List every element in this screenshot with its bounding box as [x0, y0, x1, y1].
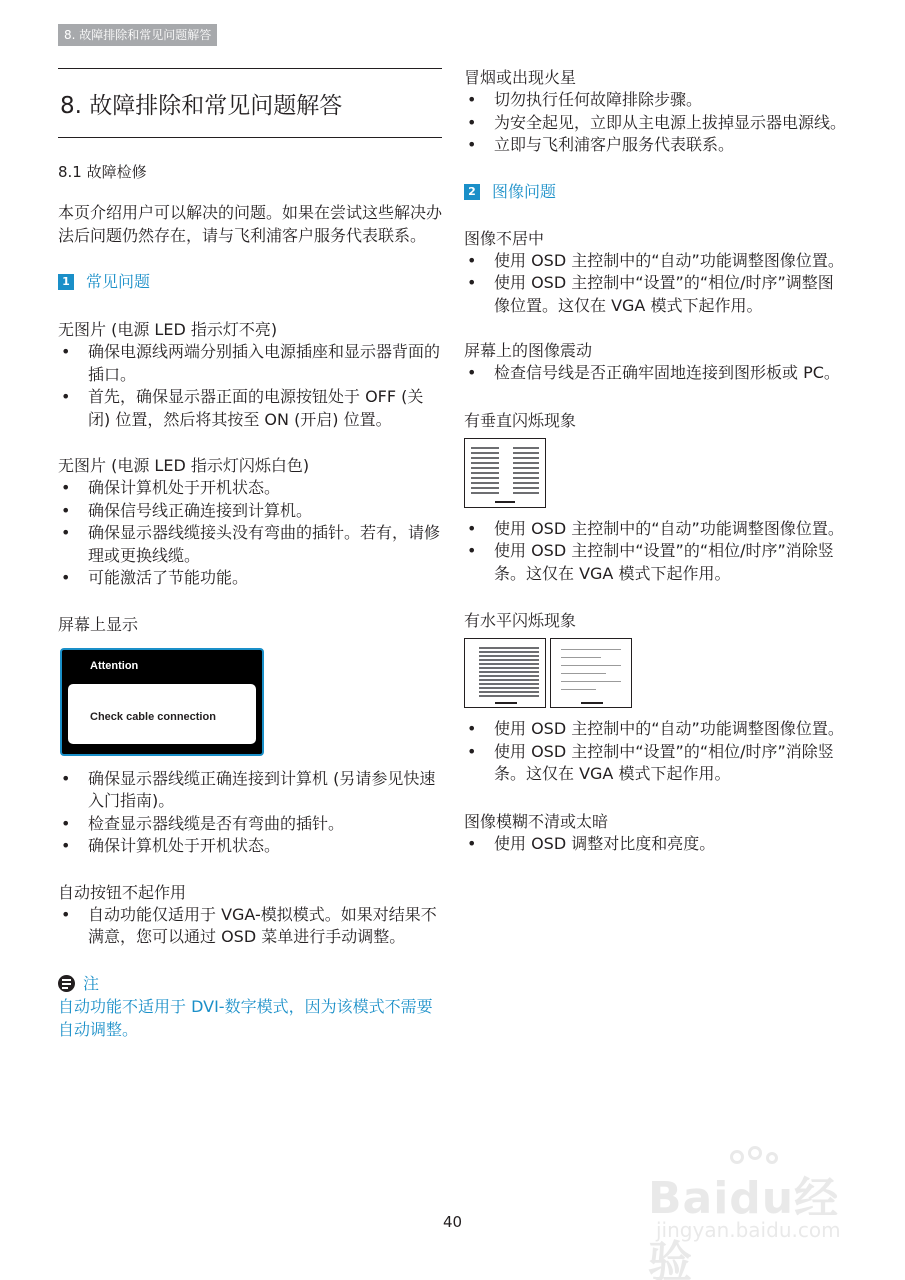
watermark-brand: Baidu经验 — [648, 1173, 840, 1280]
horizontal-flicker-pattern-image — [464, 638, 546, 708]
list-item: • 首先，确保显示器正面的电源按钮处于 OFF (关闭) 位置，然后将其按至 ON (开启) 位置。 — [58, 386, 442, 431]
bullet-list — [58, 904, 442, 949]
section-heading-image — [464, 181, 849, 203]
osd-message-text: Check cable connection — [90, 710, 216, 723]
problem-title: 图像模糊不清或太暗 — [464, 811, 609, 831]
note-heading — [58, 973, 442, 995]
list-item: • 确保信号线正确连接到计算机。 — [58, 500, 442, 523]
problem-title: 有垂直闪烁现象 — [464, 410, 577, 430]
list-item: • 切勿执行任何故障排除步骤。 — [464, 89, 849, 112]
list-item: • 为安全起见，立即从主电源上拔掉显示器电源线。 — [464, 112, 849, 135]
osd-attention-dialog — [60, 648, 264, 756]
right-column — [464, 66, 849, 855]
list-item: • 可能激活了节能功能。 — [58, 567, 442, 590]
list-item: • 使用 OSD 主控制中的“自动”功能调整图像位置。 — [464, 250, 849, 273]
page-number: 40 — [442, 1213, 463, 1231]
list-item: • 确保显示器线缆接头没有弯曲的插针。若有，请修理或更换线缆。 — [58, 522, 442, 567]
subsection-title: 8.1 故障检修 — [58, 163, 147, 181]
note-label: 注 — [83, 973, 100, 993]
bullet-list — [464, 518, 849, 586]
left-column — [58, 68, 442, 1041]
bullet-list — [464, 362, 849, 385]
osd-message-box — [68, 684, 256, 744]
section-number-badge: 1 — [58, 274, 74, 290]
bullet-list — [464, 250, 849, 318]
section-header-tab: 8. 故障排除和常见问题解答 — [58, 24, 217, 46]
section-number-badge: 2 — [464, 184, 480, 200]
list-item: • 立即与飞利浦客户服务代表联系。 — [464, 134, 849, 157]
watermark-url: jingyan.baidu.com — [656, 1218, 841, 1242]
list-item: • 确保计算机处于开机状态。 — [58, 477, 442, 500]
problem-title: 图像不居中 — [464, 228, 545, 248]
list-item: • 检查显示器线缆是否有弯曲的插针。 — [58, 813, 442, 836]
list-item: • 使用 OSD 调整对比度和亮度。 — [464, 833, 849, 856]
list-item: • 使用 OSD 主控制中“设置”的“相位/时序”消除竖条。这仅在 VGA 模式下起作用。 — [464, 540, 849, 585]
note-icon — [58, 975, 75, 992]
section-heading-label: 图像问题 — [492, 181, 557, 201]
baidu-watermark — [640, 1150, 860, 1280]
list-item: • 使用 OSD 主控制中的“自动”功能调整图像位置。 — [464, 718, 849, 741]
list-item: • 使用 OSD 主控制中“设置”的“相位/时序”消除竖条。这仅在 VGA 模式下起作用。 — [464, 741, 849, 786]
list-item: • 自动功能仅适用于 VGA-模拟模式。如果对结果不满意，您可以通过 OSD 菜单进行手动调整。 — [58, 904, 442, 949]
note-text: 自动功能不适用于 DVI-数字模式，因为该模式不需要自动调整。 — [58, 996, 433, 1039]
bullet-list — [58, 341, 442, 431]
bottom-rule — [58, 137, 442, 138]
problem-title: 自动按钮不起作用 — [58, 882, 187, 902]
problem-title: 无图片 (电源 LED 指示灯闪烁白色) — [58, 456, 310, 475]
problem-title: 屏幕上显示 — [58, 614, 139, 634]
horizontal-flicker-clear-image — [550, 638, 632, 708]
bullet-list — [464, 89, 849, 157]
bullet-list — [58, 477, 442, 590]
bullet-list — [464, 833, 849, 856]
list-item: • 使用 OSD 主控制中“设置”的“相位/时序”调整图像位置。这仅在 VGA 模式下起作用。 — [464, 272, 849, 317]
list-item: • 检查信号线是否正确牢固地连接到图形板或 PC。 — [464, 362, 849, 385]
intro-paragraph: 本页介绍用户可以解决的问题。如果在尝试这些解决办法后问题仍然存在，请与飞利浦客户服务代表联系。 — [58, 203, 443, 245]
list-item: • 确保电源线两端分别插入电源插座和显示器背面的插口。 — [58, 341, 442, 386]
problem-title: 有水平闪烁现象 — [464, 611, 577, 630]
list-item: • 确保显示器线缆正确连接到计算机 (另请参见快速入门指南)。 — [58, 768, 442, 813]
list-item: • 确保计算机处于开机状态。 — [58, 835, 442, 858]
list-item: • 使用 OSD 主控制中的“自动”功能调整图像位置。 — [464, 518, 849, 541]
section-heading-common — [58, 271, 442, 293]
problem-title: 屏幕上的图像震动 — [464, 341, 593, 360]
chapter-title: 8. 故障排除和常见问题解答 — [60, 93, 343, 119]
osd-attention-label: Attention — [90, 659, 139, 672]
problem-title: 无图片 (电源 LED 指示灯不亮) — [58, 320, 278, 339]
bullet-list — [464, 718, 849, 786]
horizontal-flicker-images — [464, 638, 849, 708]
problem-title: 冒烟或出现火星 — [464, 68, 577, 87]
bullet-list — [58, 768, 442, 858]
vertical-flicker-pattern-image — [464, 438, 546, 508]
section-heading-label: 常见问题 — [86, 272, 151, 291]
